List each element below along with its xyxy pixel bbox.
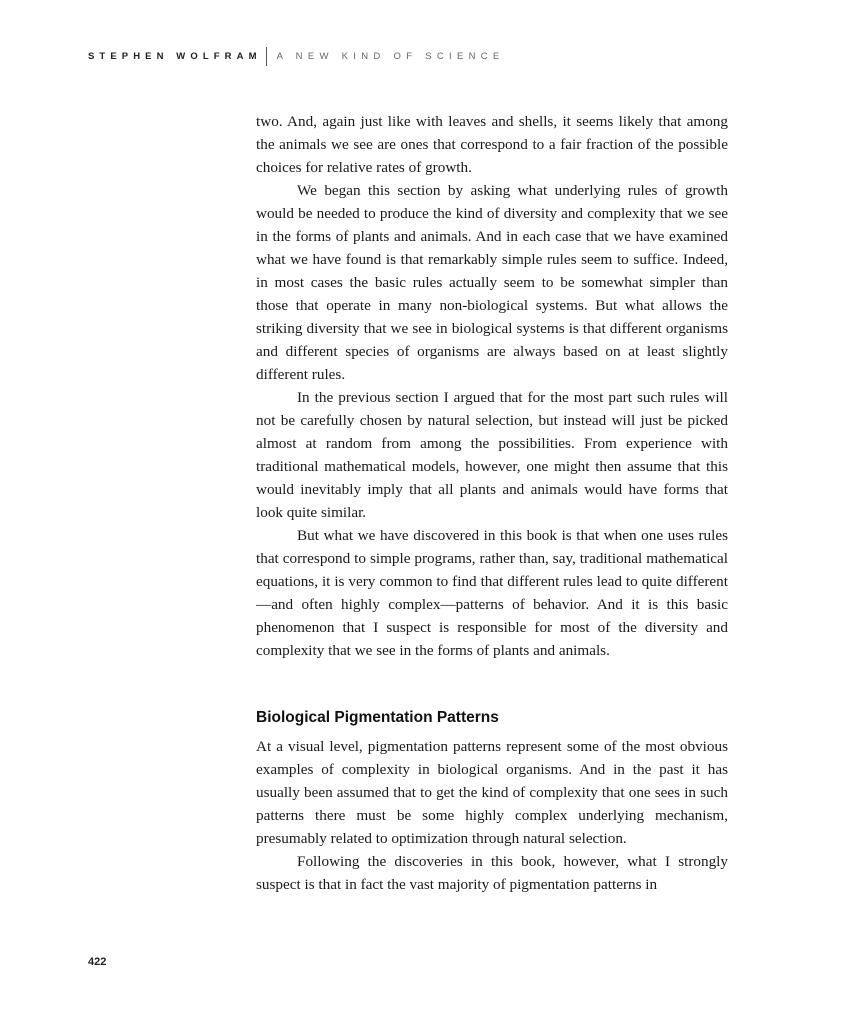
- section-heading: Biological Pigmentation Patterns: [256, 709, 499, 726]
- paragraph: We began this section by asking what underlying rules of growth would be needed to produce the kind of diversity and complexity that we see in the forms of plants and animals. And in each case that we have examined what we have found is that remarkably simple rules seem to suffice. Indeed, in most cases the basic rules actually seem to be somewhat simpler than those that operate in many non-biological systems. But what allows the striking diversity that we see in biological systems is that different organisms and different species of organisms are always based on at least slightly different rules.: [256, 182, 728, 383]
- paragraph-continuation: two. And, again just like with leaves and shells, it seems likely that among the animals we see are ones that correspond to a fair fraction of the possible choices for relative rates of growth.: [256, 113, 728, 176]
- section-paragraph: Following the discoveries in this book, however, what I strongly suspect is that in fact the vast majority of pigmentation patterns in: [256, 853, 728, 893]
- page-number: 422: [88, 956, 107, 968]
- header-divider: [266, 47, 267, 66]
- section-paragraph: At a visual level, pigmentation patterns represent some of the most obvious examples of complexity in biological organisms. And in the past it has usually been assumed that to get the kind of complexity that one sees in such patterns there must be some highly complex underlying mechanism, presumably related to optimization through natural selection.: [256, 738, 728, 847]
- main-text-column: [256, 110, 728, 896]
- header-author: STEPHEN WOLFRAM: [88, 50, 262, 62]
- paragraph: In the previous section I argued that for the most part such rules will not be carefully chosen by natural selection, but instead will just be picked almost at random from among the possibilities. From experience with traditional mathematical models, however, one might then assume that this would inevitably imply that all plants and animals would have forms that look quite similar.: [256, 389, 728, 521]
- header-book-title: A NEW KIND OF SCIENCE: [276, 50, 505, 62]
- running-header: [88, 46, 505, 66]
- paragraph: But what we have discovered in this book is that when one uses rules that correspond to simple programs, rather than, say, traditional mathematical equations, it is very common to find that different rules lead to quite different—and often highly complex—patterns of behavior. And it is this basic phenomenon that I suspect is responsible for most of the diversity and complexity that we see in the forms of plants and animals.: [256, 527, 728, 659]
